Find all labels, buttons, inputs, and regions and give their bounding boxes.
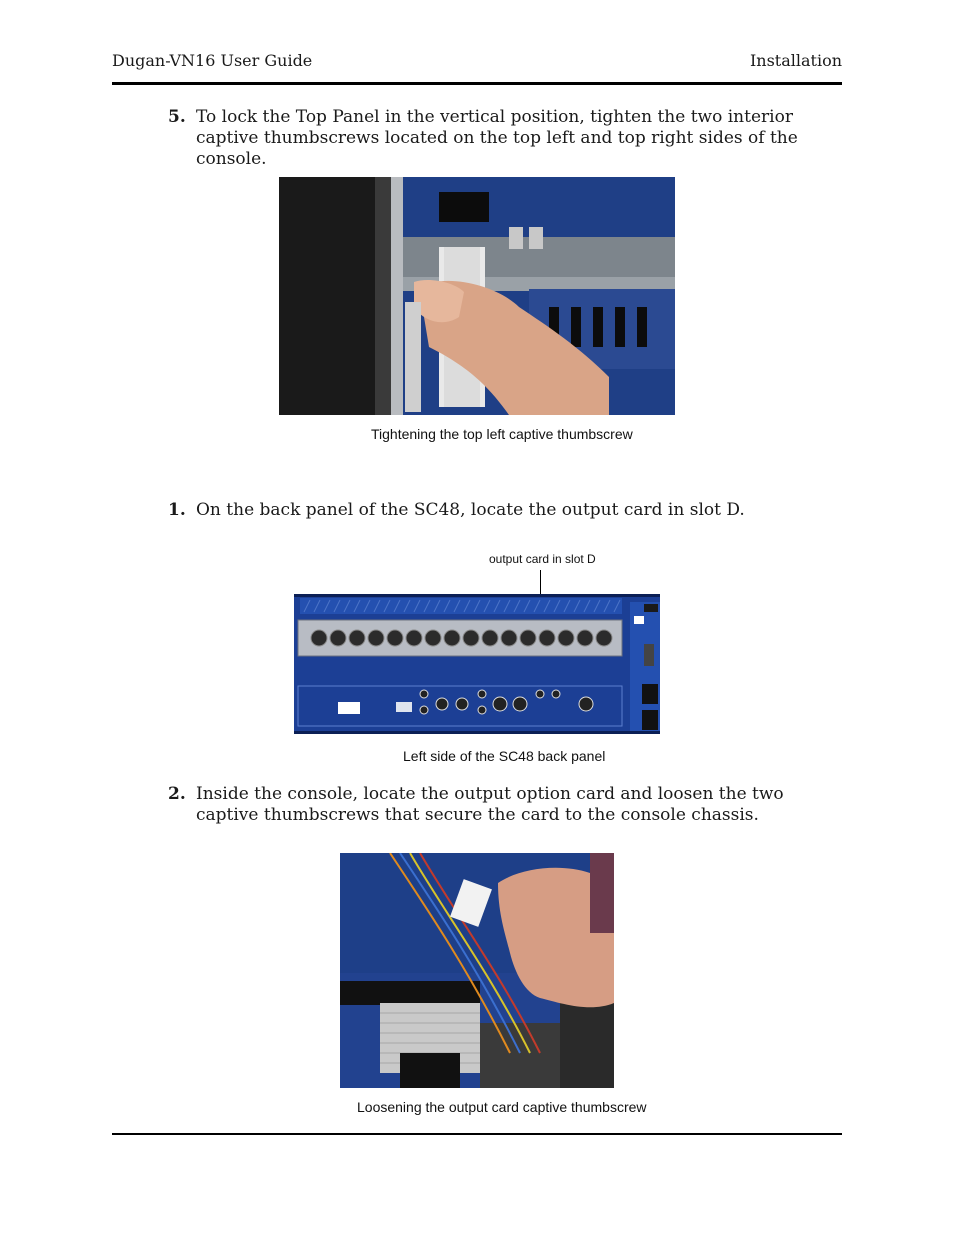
sc48-back-panel	[294, 594, 660, 734]
photo-loosening-thumbscrew	[340, 853, 614, 1088]
step-2	[168, 784, 828, 826]
page-header-right: Installation	[749, 51, 842, 70]
callout-label: output card in slot D	[489, 552, 596, 566]
step-number: 5.	[168, 107, 186, 127]
figure-caption: Loosening the output card captive thumbscrew	[357, 1099, 647, 1115]
step-1	[168, 500, 828, 521]
figure-caption: Left side of the SC48 back panel	[403, 748, 606, 764]
step-text: On the back panel of the SC48, locate the output card in slot D.	[196, 500, 745, 520]
step-number: 2.	[168, 784, 186, 804]
step-number: 1.	[168, 500, 186, 520]
step-5	[168, 107, 828, 170]
figure-caption: Tightening the top left captive thumbscrew	[371, 426, 633, 442]
footer-rule	[112, 1133, 842, 1135]
header-rule	[112, 82, 842, 85]
step-text: To lock the Top Panel in the vertical position, tighten the two interior captive thumbscrews located on the top left and top right sides of the console.	[196, 107, 798, 169]
page-header-left: Dugan-VN16 User Guide	[112, 51, 313, 70]
step-text: Inside the console, locate the output option card and loosen the two captive thumbscrews that secure the card to the console chassis.	[196, 784, 784, 825]
photo-tightening-thumbscrew	[279, 177, 675, 415]
